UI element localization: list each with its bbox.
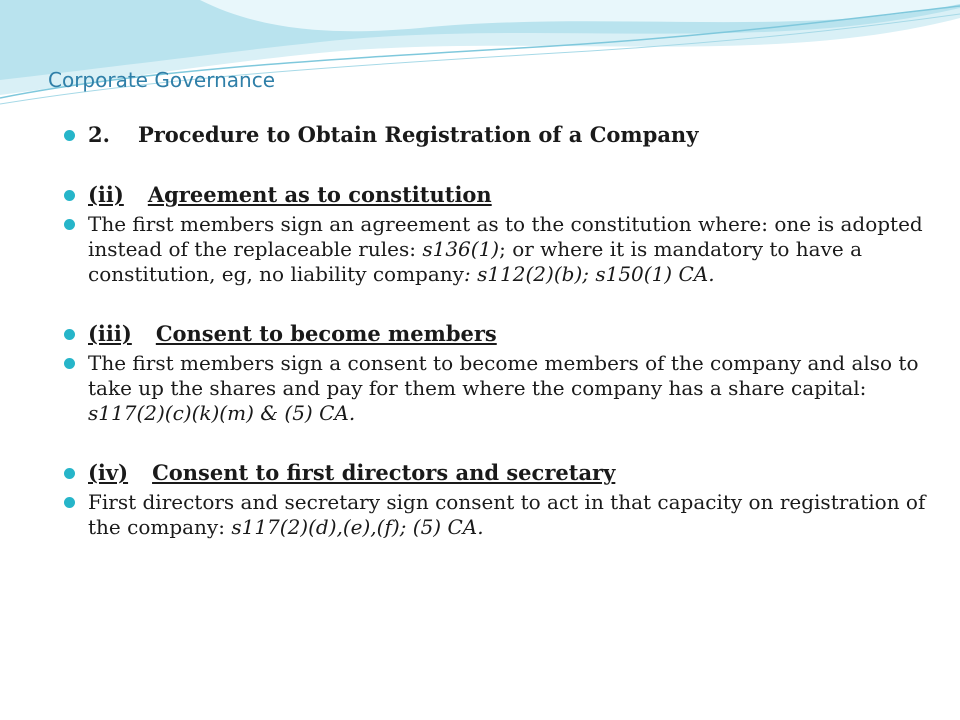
bullet-icon (64, 497, 75, 508)
section-ii-title: Agreement as to constitution (147, 182, 492, 207)
section-iii-body (62, 351, 942, 426)
section-iii-citation: s117(2)(c)(k)(m) & (5) CA. (88, 401, 356, 425)
section-iv-number: (iv) (88, 460, 129, 485)
bullet-icon (64, 219, 75, 230)
section-iv-heading (62, 460, 942, 486)
bullet-icon (64, 329, 75, 340)
bullet-icon (64, 358, 75, 369)
main-heading-text: Procedure to Obtain Registration of a Company (137, 122, 699, 147)
section-ii-body (62, 212, 942, 287)
section-ii-citation-1: s136(1) (422, 237, 500, 261)
section-ii-citation-2: : s112(2)(b); s150(1) CA. (463, 262, 715, 286)
section-iii-heading (62, 321, 942, 347)
section-ii-heading (62, 182, 942, 208)
section-iv-citation: s117(2)(d),(e),(f); (5) CA. (231, 515, 484, 539)
section-ii-number: (ii) (88, 182, 124, 207)
bullet-icon (64, 468, 75, 479)
header-wave-decoration (0, 0, 960, 120)
section-iv-body (62, 490, 942, 540)
section-iii-number: (iii) (88, 321, 132, 346)
bullet-icon (64, 190, 75, 201)
section-ii-text: The first members sign an agreement as to the constitution where: one is adopted instead of the replaceable rules: (88, 212, 923, 261)
main-heading (62, 122, 942, 148)
section-iv-title: Consent to first directors and secretary (152, 460, 616, 485)
section-ii-text-2: ; or where it is mandatory to have a constitution, eg, no liability company (88, 237, 863, 286)
slide-content (62, 120, 942, 540)
section-iii-text: The first members sign a consent to become members of the company and also to take up the shares and pay for them where the company has a share capital: (88, 351, 919, 400)
slide-title: Corporate Governance (48, 68, 275, 92)
section-iii-title: Consent to become members (155, 321, 497, 346)
main-heading-number: 2. (88, 122, 110, 147)
bullet-icon (64, 130, 75, 141)
section-iv-text: First directors and secretary sign consent to act in that capacity on registration of the company: (88, 490, 926, 539)
